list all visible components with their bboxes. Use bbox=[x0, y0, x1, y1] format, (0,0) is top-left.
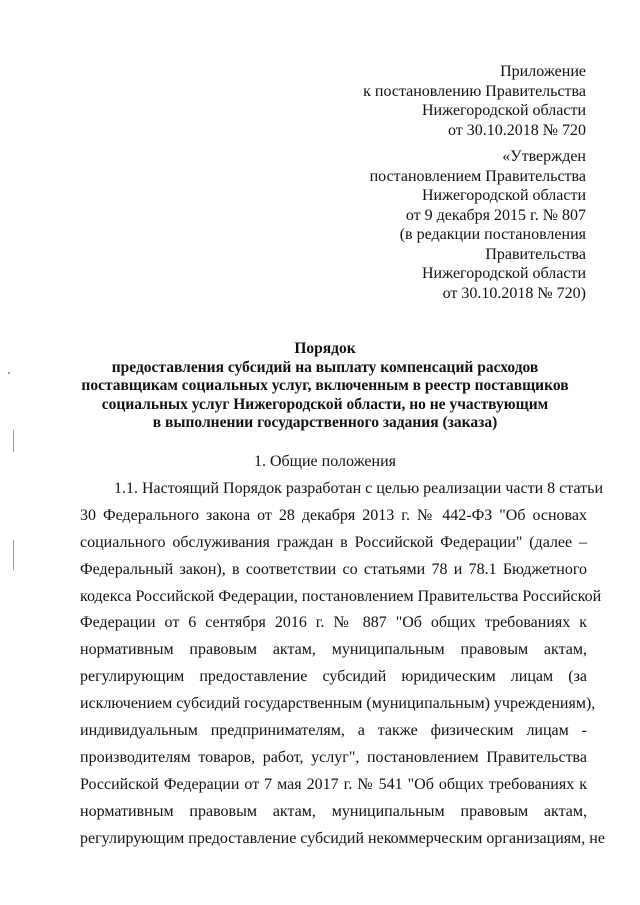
approved-line: Нижегородской области bbox=[421, 265, 586, 282]
approval-stamp-text bbox=[370, 147, 586, 303]
paragraph-line: кодекса Российской Федерации, постановлением Правительства Российской bbox=[80, 587, 602, 605]
paragraph-line: Федеральный закон), в соответствии со статьями 78 и 78.1 Бюджетного bbox=[80, 560, 587, 578]
appendix-line: Приложение bbox=[500, 63, 586, 80]
section-heading: 1. Общие положения bbox=[253, 453, 397, 470]
scan-mark-left-1 bbox=[13, 430, 14, 452]
paragraph-line: нормативным правовым актам, муниципальным правовым актам, bbox=[80, 802, 587, 820]
title-line: социальных услуг Нижегородской области, но не участвующим bbox=[101, 395, 549, 413]
appendix-line: от 30.10.2018 № 720 bbox=[447, 121, 586, 139]
scan-mark-left-3 bbox=[8, 372, 10, 374]
approved-line: Правительства bbox=[485, 245, 586, 263]
appendix-line: Нижегородской области bbox=[421, 102, 586, 119]
paragraph-line: Российской Федерации от 7 мая 2017 г. № 541 "Об общих требованиях к bbox=[80, 775, 587, 793]
paragraph-line: регулирующим предоставление субсидий юридическим лицам (за bbox=[80, 668, 587, 686]
approved-line: (в редакции постановления bbox=[399, 226, 586, 243]
paragraph-line: исключением субсидий государственным (муниципальным) учреждениям), bbox=[80, 695, 596, 713]
approved-line: от 30.10.2018 № 720) bbox=[442, 284, 586, 302]
title-line: поставщикам социальных услуг, включенным в реестр поставщиков bbox=[81, 377, 569, 394]
approved-line: Нижегородской области bbox=[421, 187, 586, 204]
paragraph-line: 30 Федерального закона от 28 декабря 2013 г. № 442-ФЗ "Об основах bbox=[80, 506, 587, 524]
approved-line: от 9 декабря 2015 г. № 807 bbox=[405, 206, 586, 224]
paragraph-line: 1.1. Настоящий Порядок разработан с целью реализации части 8 статьи bbox=[114, 480, 603, 497]
appendix-line: к постановлению Правительства bbox=[363, 82, 586, 100]
approved-line: «Утвержден bbox=[502, 148, 586, 165]
paragraph-line: Федерации от 6 сентября 2016 г. № 887 "Об общих требованиях к bbox=[80, 614, 587, 632]
appendix-header bbox=[363, 62, 586, 140]
title-line: предоставления субсидий на выплату компенсаций расходов bbox=[111, 358, 539, 376]
title-line: в выполнении государственного задания (заказа) bbox=[152, 414, 498, 431]
title-line: Порядок bbox=[294, 340, 356, 357]
section-body bbox=[80, 476, 605, 852]
paragraph-line: индивидуальным предпринимателям, а также физическим лицам - bbox=[80, 722, 587, 740]
approved-line: постановлением Правительства bbox=[369, 167, 586, 185]
scan-mark-left-2 bbox=[13, 540, 14, 570]
paragraph-line: нормативным правовым актам, муниципальным правовым актам, bbox=[80, 641, 587, 659]
paragraph-line: социального обслуживания граждан в Российской Федерации" (далее – bbox=[80, 533, 587, 551]
paragraph-line: производителям товаров, работ, услуг", постановлением Правительства bbox=[80, 748, 587, 766]
paragraph-line: регулирующим предоставление субсидий некоммерческим организациям, не bbox=[80, 829, 605, 847]
document-title bbox=[60, 340, 590, 433]
